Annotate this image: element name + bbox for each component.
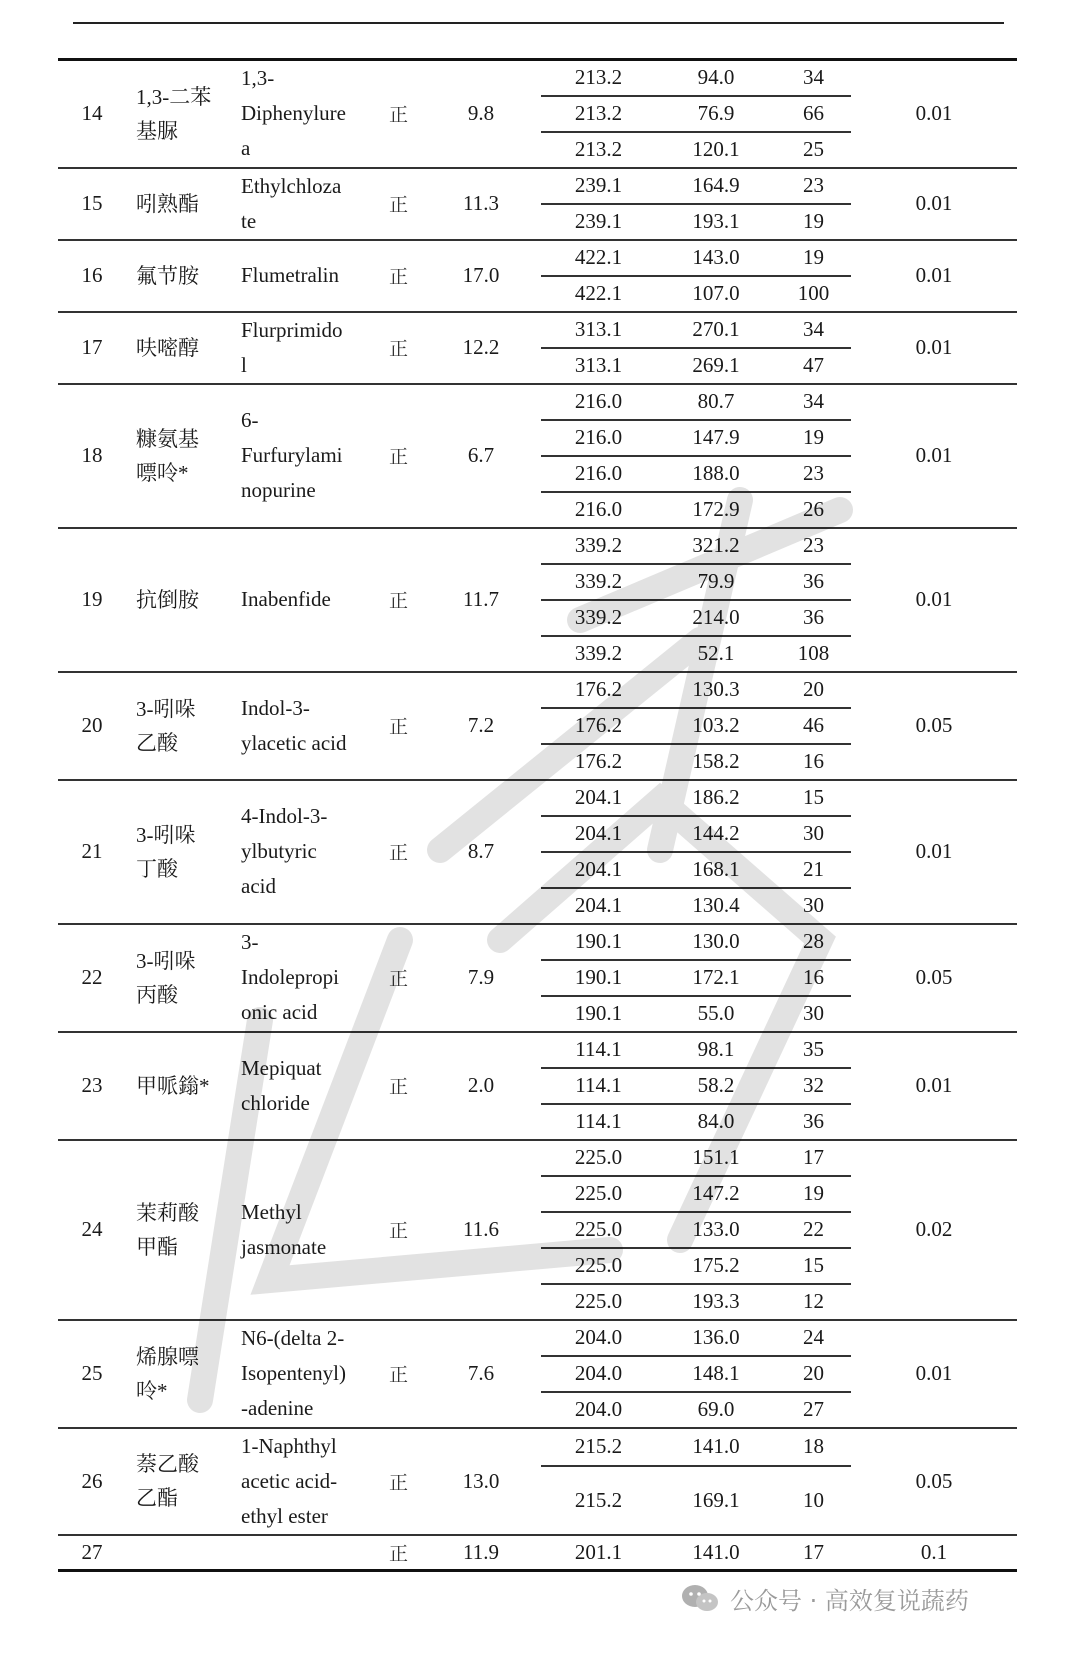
ion-mode: 正 [376,672,421,780]
compound-name-en-line: Isopentenyl) [241,1361,346,1385]
compound-name-en [241,780,376,924]
product-ion: 169.1 [692,1487,740,1512]
precursor-ion: 225.0 [541,1248,656,1284]
collision-energy: 34 [776,60,851,96]
ion-mode: 正 [376,924,421,1032]
compound-name-cn [126,1428,241,1535]
collision-energy: 66 [776,96,851,132]
ion-mode: 正 [376,384,421,528]
quantification-limit: 0.02 [851,1140,1017,1320]
collision-energy: 30 [803,893,824,917]
precursor-ion: 204.0 [541,1320,656,1356]
ion-mode: 正 [376,1140,421,1320]
collision-energy: 19 [776,420,851,456]
collision-energy: 30 [776,816,851,852]
compound-name-en-line: 3- [241,930,259,954]
compound-name-cn-line: 甲酯 [136,1234,178,1259]
retention-time: 11.6 [421,1140,541,1320]
quantification-limit: 0.01 [851,1320,1017,1428]
ion-mode: 正 [376,1428,421,1535]
collision-energy: 17 [776,1140,851,1176]
precursor-ion: 216.0 [541,420,656,456]
product-ion: 120.1 [692,137,740,161]
precursor-ion: 339.2 [541,600,656,636]
collision-energy: 35 [776,1032,851,1068]
ion-mode: 正 [376,1535,421,1571]
collision-energy: 26 [803,497,824,521]
compound-name-en-line: chloride [241,1090,310,1115]
table-row [58,1032,1017,1068]
collision-energy: 22 [776,1212,851,1248]
precursor-ion: 225.0 [541,1176,656,1212]
compound-number: 25 [58,1320,126,1428]
compound-name-en-line: 4-Indol-3- [241,804,328,828]
compound-name-en-line: 6- [241,408,259,432]
collision-energy: 47 [803,353,824,377]
product-ion: 175.2 [656,1248,776,1284]
collision-energy: 19 [776,240,851,276]
footer-credit [680,1578,969,1618]
precursor-ion: 204.1 [574,893,623,917]
retention-time: 2.0 [421,1032,541,1140]
table-row [58,1535,1017,1571]
compound-name-en [241,1320,376,1428]
compound-number: 16 [58,240,126,312]
compound-name-cn-line: 萘乙酸 [136,1452,199,1476]
precursor-ion: 216.0 [574,497,623,521]
compound-name-en [241,384,376,528]
product-ion: 172.1 [656,960,776,996]
precursor-ion: 190.1 [541,924,656,960]
collision-energy: 10 [803,1487,824,1512]
compound-name-en-line: Flurprimido [241,317,343,342]
compound-name-cn-line: 呋嘧醇 [136,335,199,360]
compound-name-en [241,924,376,1032]
product-ion: 148.1 [656,1356,776,1392]
retention-time: 7.2 [421,672,541,780]
compound-name-en [241,60,376,168]
product-ion: 141.0 [656,1428,776,1467]
compound-name-cn-line: 3-吲哚 [136,822,196,847]
compound-name-en [241,528,376,672]
precursor-ion: 204.0 [541,1356,656,1392]
product-ion: 103.2 [656,708,776,744]
collision-energy: 34 [776,384,851,420]
compound-name-cn [126,1140,241,1320]
compound-name-cn-line: 氟节胺 [136,263,199,288]
wechat-icon [680,1583,720,1613]
compound-name-en-line: Flumetralin [241,263,339,287]
precursor-ion: 225.0 [541,1212,656,1248]
ion-mode: 正 [376,1320,421,1428]
compound-name-cn-line: 3-吲哚 [136,696,196,721]
precursor-ion: 339.2 [541,528,656,564]
compound-name-en-line: te [241,208,257,233]
ion-mode: 正 [376,312,421,384]
precursor-ion: 339.2 [541,564,656,600]
table-row [58,1140,1017,1176]
product-ion: 144.2 [656,816,776,852]
compound-number: 22 [58,924,126,1032]
retention-time: 11.3 [421,168,541,240]
compound-name-cn [126,312,241,384]
compound-name-en-line: acetic acid- [241,1468,338,1493]
collision-energy: 23 [776,168,851,204]
precursor-ion: 176.2 [541,672,656,708]
collision-energy: 27 [803,1397,824,1421]
compound-name-en-line: nopurine [241,478,316,502]
collision-energy: 20 [776,1356,851,1392]
compound-name-cn-line: 基脲 [136,118,178,143]
quantification-limit: 0.01 [851,240,1017,312]
collision-energy: 16 [776,960,851,996]
compound-name-cn-line: 乙酯 [136,1486,178,1510]
compound-name-en-line: 1-Naphthyl [241,1433,337,1458]
collision-energy: 12 [803,1289,824,1313]
product-ion: 193.1 [692,209,740,233]
precursor-ion: 215.2 [541,1428,656,1467]
product-ion: 143.0 [656,240,776,276]
quantification-limit: 0.1 [851,1535,1017,1571]
collision-energy: 32 [776,1068,851,1104]
product-ion: 130.4 [692,893,740,917]
compound-name-en-line: 1,3- [241,66,275,91]
precursor-ion: 225.0 [541,1140,656,1176]
compound-name-en-line: Indolepropi [241,965,339,989]
quantification-limit: 0.01 [851,168,1017,240]
compound-name-cn [126,1320,241,1428]
retention-time: 7.9 [421,924,541,1032]
top-rule [73,22,1004,24]
product-ion: 58.2 [656,1068,776,1104]
compound-number: 20 [58,672,126,780]
compound-name-cn [126,168,241,240]
product-ion: 151.1 [656,1140,776,1176]
quantification-limit: 0.01 [851,312,1017,384]
table-row [58,780,1017,816]
product-ion: 321.2 [656,528,776,564]
compound-name-cn [126,528,241,672]
retention-time: 6.7 [421,384,541,528]
quantification-limit: 0.01 [851,1032,1017,1140]
precursor-ion: 114.1 [541,1068,656,1104]
compound-name-en-line: -adenine [241,1396,314,1420]
table-row [58,240,1017,276]
retention-time: 8.7 [421,780,541,924]
precursor-ion: 176.2 [574,749,623,773]
precursor-ion: 239.1 [541,168,656,204]
precursor-ion: 114.1 [575,1109,622,1133]
product-ion: 147.9 [656,420,776,456]
product-ion: 214.0 [656,600,776,636]
product-ion: 141.0 [656,1535,776,1571]
compound-name-en-line: ylbutyric [241,839,317,863]
compound-number: 24 [58,1140,126,1320]
compound-name-en-line: ylacetic acid [241,730,347,755]
compound-name-en-line: ethyl ester [241,1503,328,1528]
product-ion: 130.0 [656,924,776,960]
table-row [58,528,1017,564]
compound-name-cn-line: 1,3-二苯 [136,84,212,109]
compound-name-en-line: Indol-3- [241,695,310,720]
precursor-ion: 313.1 [541,312,656,348]
ion-mode: 正 [376,528,421,672]
precursor-ion: 114.1 [541,1032,656,1068]
ion-mode: 正 [376,1032,421,1140]
compound-name-en [241,672,376,780]
compound-name-cn [126,60,241,168]
compound-name-en-line: N6-(delta 2- [241,1326,345,1350]
collision-energy: 36 [803,1109,824,1133]
collision-energy: 30 [803,1001,824,1025]
collision-energy: 16 [803,749,824,773]
compound-name-cn-line: 3-吲哚 [136,948,196,973]
table-row [58,60,1017,96]
product-ion: 168.1 [656,852,776,888]
retention-time: 17.0 [421,240,541,312]
product-ion: 55.0 [697,1001,735,1025]
collision-energy: 36 [776,564,851,600]
quantification-limit: 0.01 [851,528,1017,672]
compound-name-en [241,1032,376,1140]
compound-name-en-line: Inabenfide [241,587,331,611]
product-ion: 147.2 [656,1176,776,1212]
compound-name-cn [126,780,241,924]
table-row [58,1320,1017,1356]
compound-name-en-line: a [241,136,251,161]
retention-time: 13.0 [421,1428,541,1535]
compound-name-cn-line: 丙酸 [136,982,178,1007]
retention-time: 7.6 [421,1320,541,1428]
compound-name-cn-line: 烯腺嘌 [136,1344,199,1369]
ion-mode: 正 [376,168,421,240]
compound-name-en-line: Furfurylami [241,443,343,467]
precursor-ion: 313.1 [574,353,623,377]
compound-name-en-line: Ethylchloza [241,173,342,198]
collision-energy: 46 [776,708,851,744]
precursor-ion: 204.0 [574,1397,623,1421]
compound-name-cn-line: 糠氨基 [136,426,199,451]
compound-name-cn [126,384,241,528]
ion-mode: 正 [376,60,421,168]
collision-energy: 15 [776,780,851,816]
collision-energy: 15 [776,1248,851,1284]
precursor-ion: 204.1 [541,780,656,816]
precursor-ion: 213.2 [574,137,623,161]
compound-number: 27 [58,1535,126,1571]
quantification-limit: 0.05 [851,924,1017,1032]
product-ion: 186.2 [656,780,776,816]
compound-number: 19 [58,528,126,672]
product-ion: 69.0 [697,1397,735,1421]
compound-name-en-line: Mepiquat [241,1055,322,1080]
compound-number: 23 [58,1032,126,1140]
quantification-limit: 0.01 [851,384,1017,528]
precursor-ion: 190.1 [574,1001,623,1025]
compound-name-cn-line: 嘌呤* [136,460,189,485]
product-ion: 172.9 [692,497,740,521]
product-ion: 107.0 [692,281,740,305]
product-ion: 76.9 [656,96,776,132]
product-ion: 188.0 [656,456,776,492]
product-ion: 94.0 [656,60,776,96]
table-row [58,924,1017,960]
quantification-limit: 0.05 [851,672,1017,780]
product-ion: 98.1 [656,1032,776,1068]
product-ion: 84.0 [697,1109,735,1133]
precursor-ion: 239.1 [574,209,623,233]
precursor-ion: 190.1 [541,960,656,996]
footer-text: 公众号 · 高效复说蔬药 [730,1586,969,1615]
compound-name-en [241,1428,376,1535]
retention-time: 11.7 [421,528,541,672]
collision-energy: 21 [776,852,851,888]
precursor-ion: 176.2 [541,708,656,744]
collision-energy: 23 [776,456,851,492]
compound-name-cn [126,240,241,312]
compound-name-en-line: Diphenylure [241,101,346,126]
product-ion: 130.3 [656,672,776,708]
compound-name-en [241,168,376,240]
collision-energy: 100 [797,281,830,305]
table-row [58,168,1017,204]
quantification-limit: 0.05 [851,1428,1017,1535]
precursor-ion: 204.1 [541,852,656,888]
quantification-limit: 0.01 [851,60,1017,168]
collision-energy: 24 [776,1320,851,1356]
compound-name-en-line: onic acid [241,1000,318,1024]
precursor-ion: 215.2 [574,1487,623,1512]
compound-name-cn [126,672,241,780]
product-ion: 136.0 [656,1320,776,1356]
compound-name-cn [126,1535,241,1571]
collision-energy: 28 [776,924,851,960]
collision-energy: 23 [776,528,851,564]
table-row [58,384,1017,420]
collision-energy: 20 [776,672,851,708]
precursor-ion: 339.2 [574,641,623,665]
table-row [58,312,1017,348]
collision-energy: 19 [776,1176,851,1212]
precursor-ion: 422.1 [574,281,623,305]
compound-name-cn [126,1032,241,1140]
product-ion: 79.9 [656,564,776,600]
compound-name-cn-line: 吲熟酯 [136,191,199,216]
compound-number: 15 [58,168,126,240]
compound-number: 26 [58,1428,126,1535]
product-ion: 52.1 [697,641,735,665]
precursor-ion: 422.1 [541,240,656,276]
table-row [58,1428,1017,1467]
quantification-limit: 0.01 [851,780,1017,924]
compound-table [58,58,1017,1572]
compound-name-cn-line: 乙酸 [136,730,178,755]
compound-name-cn [126,924,241,1032]
precursor-ion: 216.0 [541,384,656,420]
retention-time: 9.8 [421,60,541,168]
collision-energy: 108 [797,641,830,665]
compound-name-en-line: l [241,352,247,377]
collision-energy: 34 [776,312,851,348]
compound-name-en-line: Methyl [241,1199,302,1224]
compound-number: 18 [58,384,126,528]
ion-mode: 正 [376,780,421,924]
collision-energy: 25 [803,137,824,161]
product-ion: 193.3 [692,1289,740,1313]
collision-energy: 18 [776,1428,851,1467]
compound-name-cn-line: 茉莉酸 [136,1200,199,1225]
compound-name-en-line: acid [241,874,276,898]
table-row [58,672,1017,708]
collision-energy: 19 [803,209,824,233]
compound-name-cn-line: 甲哌鎓* [136,1073,210,1098]
precursor-ion: 213.2 [541,96,656,132]
compound-name-en [241,1140,376,1320]
compound-name-en [241,312,376,384]
compound-name-en [241,1535,376,1571]
product-ion: 270.1 [656,312,776,348]
precursor-ion: 216.0 [541,456,656,492]
precursor-ion: 225.0 [574,1289,623,1313]
retention-time: 11.9 [421,1535,541,1571]
product-ion: 158.2 [692,749,740,773]
collision-energy: 17 [776,1535,851,1571]
compound-number: 14 [58,60,126,168]
product-ion: 269.1 [692,353,740,377]
ion-mode: 正 [376,240,421,312]
product-ion: 133.0 [656,1212,776,1248]
product-ion: 164.9 [656,168,776,204]
compound-name-cn-line: 丁酸 [136,856,178,881]
product-ion: 80.7 [656,384,776,420]
compound-name-cn-line: 抗倒胺 [136,587,199,612]
compound-name-cn-line: 呤* [136,1378,168,1403]
precursor-ion: 204.1 [541,816,656,852]
compound-number: 21 [58,780,126,924]
precursor-ion: 213.2 [541,60,656,96]
compound-number: 17 [58,312,126,384]
precursor-ion: 201.1 [541,1535,656,1571]
compound-name-en-line: jasmonate [241,1234,327,1259]
compound-name-en [241,240,376,312]
collision-energy: 36 [776,600,851,636]
retention-time: 12.2 [421,312,541,384]
